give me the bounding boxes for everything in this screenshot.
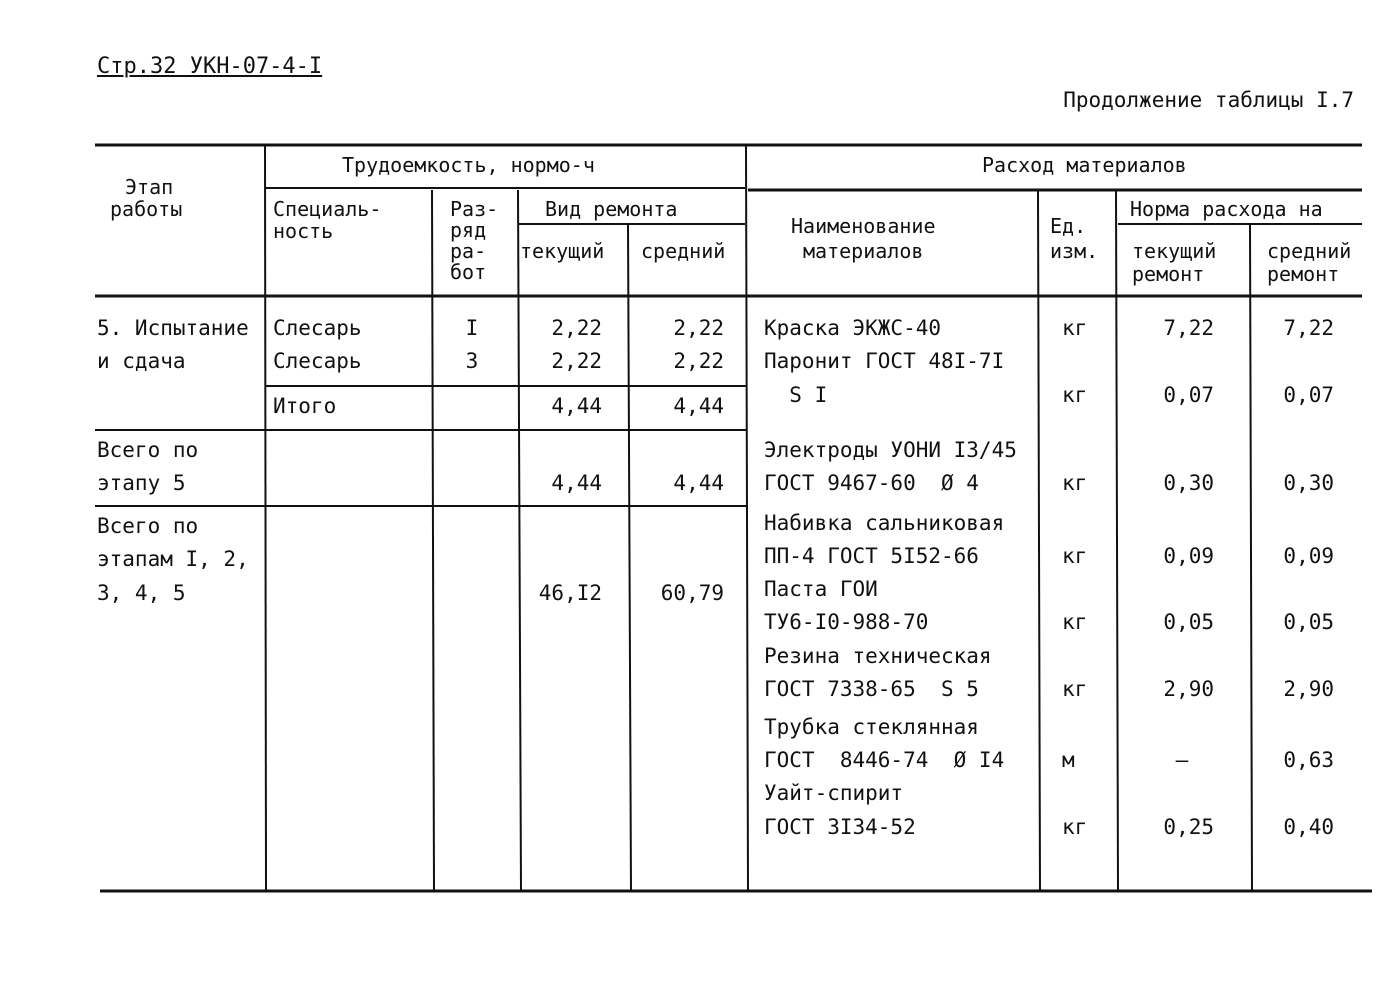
material-name-spec: ПП-4 ГОСТ 5I52-66 xyxy=(764,544,979,568)
material-unit: кг xyxy=(1062,610,1088,634)
material-name: Электроды УОНИ I3/45 xyxy=(764,438,1017,462)
material-name: Краска ЭКЖС-40 xyxy=(764,316,942,340)
current-hours-cell: 2,22 xyxy=(551,349,602,373)
material-name: Паста ГОИ xyxy=(764,577,878,601)
subtotal-medium: 4,44 xyxy=(673,394,724,418)
material-current-norm: 0,30 xyxy=(1163,471,1214,495)
subtotal-label: Итого xyxy=(273,394,337,418)
header-material-name-line2: материалов xyxy=(803,239,924,263)
material-unit: кг xyxy=(1062,815,1088,839)
material-current-norm: 0,07 xyxy=(1163,383,1214,407)
header-current-repair-line1: текущий xyxy=(1132,239,1217,263)
subtotal-current: 4,44 xyxy=(551,394,602,418)
header-stage-line1: Этап xyxy=(125,175,174,199)
header-grade-line2: ряд xyxy=(450,218,487,242)
grand-total-current: 46,I2 xyxy=(538,581,602,605)
header-current: текущий xyxy=(520,239,605,263)
header-medium-repair-line1: средний xyxy=(1267,239,1352,263)
specialty-cell: Слесарь xyxy=(273,316,362,340)
material-medium-norm: 0,05 xyxy=(1283,610,1334,634)
material-unit: м xyxy=(1062,748,1075,772)
material-name-spec: ГОСТ 8446-74 Ø I4 xyxy=(764,748,1005,772)
material-current-norm: 0,25 xyxy=(1163,815,1214,839)
table-continuation-caption: Продолжение таблицы I.7 xyxy=(1063,88,1354,112)
specialty-cell: Слесарь xyxy=(273,349,362,373)
material-medium-norm: 0,63 xyxy=(1283,748,1334,772)
material-unit: кг xyxy=(1062,471,1088,495)
stage-total-current: 4,44 xyxy=(551,471,602,495)
grand-total-label-line1: Всего по xyxy=(97,514,199,538)
header-stage-line2: работы xyxy=(110,197,183,221)
material-name: Трубка стеклянная xyxy=(764,715,979,739)
material-name-spec: ГОСТ 3I34-52 xyxy=(764,815,916,839)
medium-hours-cell: 2,22 xyxy=(673,316,724,340)
grand-total-medium: 60,79 xyxy=(660,581,724,605)
material-medium-norm: 2,90 xyxy=(1283,677,1334,701)
material-name: Уайт-спирит xyxy=(764,781,904,805)
material-current-norm: 7,22 xyxy=(1163,316,1214,340)
header-materials: Расход материалов xyxy=(982,153,1187,177)
material-name-spec: S I xyxy=(764,383,828,407)
material-medium-norm: 0,09 xyxy=(1283,544,1334,568)
header-specialty-line2: ность xyxy=(273,219,334,243)
material-unit: кг xyxy=(1062,544,1088,568)
material-unit: кг xyxy=(1062,316,1088,340)
grand-total-label-line2: этапам I, 2, xyxy=(97,547,249,571)
material-name: Паронит ГОСТ 48I-7I xyxy=(764,349,1005,373)
header-repair-type: Вид ремонта xyxy=(545,197,678,221)
grade-cell: I xyxy=(465,316,479,340)
header-medium: средний xyxy=(641,239,726,263)
grand-total-label-line3: 3, 4, 5 xyxy=(97,581,186,605)
material-current-norm: – xyxy=(1175,748,1189,772)
material-unit: кг xyxy=(1062,677,1088,701)
material-name: Набивка сальниковая xyxy=(764,511,1005,535)
stage-total-label-line1: Всего по xyxy=(97,438,199,462)
stage-cell: и сдача xyxy=(97,349,186,373)
header-norm: Норма расхода на xyxy=(1130,197,1323,221)
material-unit: кг xyxy=(1062,383,1088,407)
material-current-norm: 0,05 xyxy=(1163,610,1214,634)
header-grade-line1: Раз- xyxy=(450,197,499,221)
material-name-spec: ТУ6-I0-988-70 xyxy=(764,610,929,634)
current-hours-cell: 2,22 xyxy=(551,316,602,340)
stage-cell: 5. Испытание xyxy=(97,316,249,340)
header-medium-repair-line2: ремонт xyxy=(1267,262,1340,286)
material-medium-norm: 0,07 xyxy=(1283,383,1334,407)
header-grade-line3: ра- xyxy=(450,239,487,263)
material-name-spec: ГОСТ 9467-60 Ø 4 xyxy=(764,471,979,495)
material-medium-norm: 0,40 xyxy=(1283,815,1334,839)
material-current-norm: 2,90 xyxy=(1163,677,1214,701)
material-name-spec: ГОСТ 7338-65 S 5 xyxy=(764,677,979,701)
page-reference: Стр.32 УКН-07-4-I xyxy=(97,54,323,79)
header-current-repair-line2: ремонт xyxy=(1132,262,1205,286)
header-labor: Трудоемкость, нормо-ч xyxy=(342,153,595,177)
stage-total-medium: 4,44 xyxy=(673,471,724,495)
header-unit-line2: изм. xyxy=(1050,239,1099,263)
material-current-norm: 0,09 xyxy=(1163,544,1214,568)
material-name: Резина техническая xyxy=(764,644,992,668)
header-material-name-line1: Наименование xyxy=(791,214,936,238)
material-medium-norm: 7,22 xyxy=(1283,316,1334,340)
header-specialty-line1: Специаль- xyxy=(273,197,382,221)
grade-cell: 3 xyxy=(465,349,479,373)
stage-total-label-line2: этапу 5 xyxy=(97,471,186,495)
medium-hours-cell: 2,22 xyxy=(673,349,724,373)
header-grade-line4: бот xyxy=(450,260,487,284)
material-medium-norm: 0,30 xyxy=(1283,471,1334,495)
header-unit-line1: Ед. xyxy=(1050,214,1087,238)
